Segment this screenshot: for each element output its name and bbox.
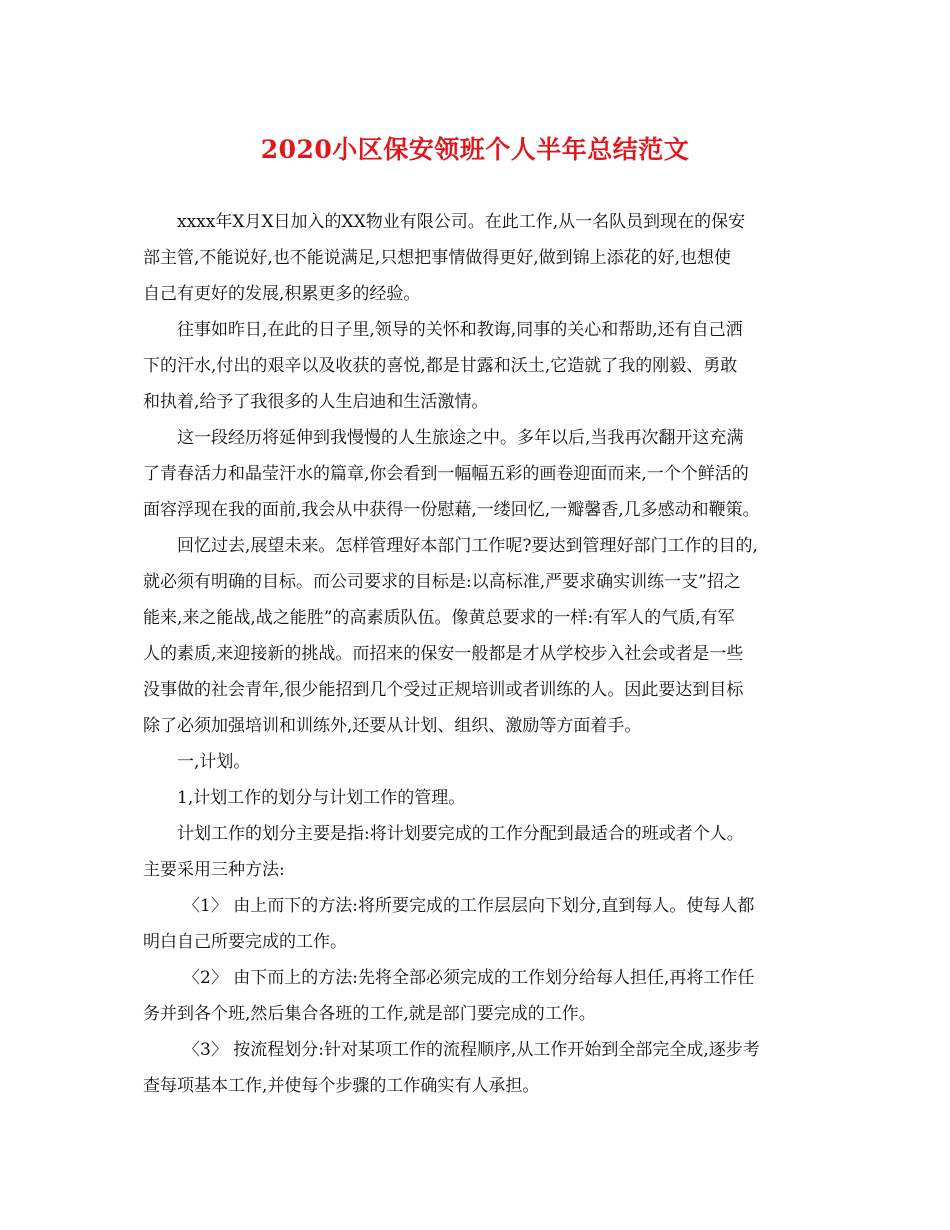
list-item-line: 〈1〉 由上而下的方法:将所要完成的工作层层向下划分,直到每人。使每人都 <box>183 896 755 916</box>
list-item-line: 明白自己所要完成的工作。 <box>143 932 347 952</box>
paragraph-line: 下的汗水,付出的艰辛以及收获的喜悦,都是甘露和沃土,它造就了我的刚毅、勇敢 <box>143 356 738 376</box>
paragraph-line: 人的素质,来迎接新的挑战。而招来的保安一般都是才从学校步入社会或者是一些 <box>143 644 744 664</box>
paragraph-line: 自己有更好的发展,积累更多的经验。 <box>143 284 421 304</box>
subsection-heading: 1,计划工作的划分与计划工作的管理。 <box>177 788 466 808</box>
list-item-line: 〈2〉 由下而上的方法:先将全部必须完成的工作划分给每人担任,再将工作任 <box>183 968 755 988</box>
section-heading: 一,计划。 <box>177 752 251 772</box>
paragraph-line: 往事如昨日,在此的日子里,领导的关怀和教诲,同事的关心和帮助,还有自己洒 <box>177 320 743 340</box>
paragraph-line: 部主管,不能说好,也不能说满足,只想把事情做得更好,做到锦上添花的好,也想使 <box>143 248 732 268</box>
paragraph-line: 和执着,给予了我很多的人生启迪和生活激情。 <box>143 392 489 412</box>
list-item-line: 〈3〉 按流程划分:针对某项工作的流程顺序,从工作开始到全部完全成,逐步考 <box>183 1040 760 1060</box>
list-item-line: 查每项基本工作,并使每个步骤的工作确实有人承担。 <box>143 1076 540 1096</box>
paragraph-line: xxxx年X月X日加入的XX物业有限公司。在此工作,从一名队员到现在的保安 <box>177 212 746 232</box>
paragraph-line: 就必须有明确的目标。而公司要求的目标是:以高标准,严要求确实训练一支”招之 <box>143 572 741 592</box>
paragraph-line: 这一段经历将延伸到我慢慢的人生旅途之中。多年以后,当我再次翻开这充满 <box>177 428 744 448</box>
document-title: 2020小区保安领班个人半年总结范文 <box>260 135 690 164</box>
paragraph-line: 了青春活力和晶莹汗水的篇章,你会看到一幅幅五彩的画卷迎面而来,一个个鲜活的 <box>143 464 749 484</box>
paragraph-line: 面容浮现在我的面前,我会从中获得一份慰藉,一缕回忆,一瓣馨香,几多感动和鞭策。 <box>143 500 760 520</box>
paragraph-line: 计划工作的划分主要是指:将计划要完成的工作分配到最适合的班或者个人。 <box>177 824 744 844</box>
paragraph-line: 除了必须加强培训和训练外,还要从计划、组织、激励等方面着手。 <box>143 716 642 736</box>
paragraph-line: 回忆过去,展望未来。怎样管理好本部门工作呢?要达到管理好部门工作的目的, <box>177 536 758 556</box>
document-body <box>143 204 823 1104</box>
paragraph-line: 能来,来之能战,战之能胜”的高素质队伍。像黄总要求的一样:有军人的气质,有军 <box>143 608 735 628</box>
paragraph-line: 没事做的社会青年,很少能招到几个受过正规培训或者训练的人。因此要达到目标 <box>143 680 744 700</box>
list-item-line: 务并到各个班,然后集合各班的工作,就是部门要完成的工作。 <box>143 1004 596 1024</box>
paragraph-line: 主要采用三种方法: <box>143 860 285 880</box>
